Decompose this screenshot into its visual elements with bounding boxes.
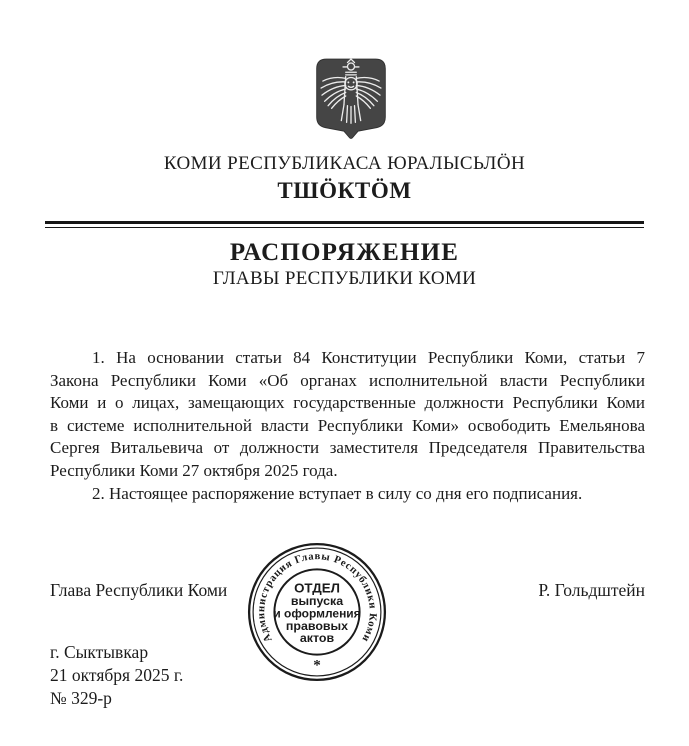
stamp-seal-icon xyxy=(246,541,388,683)
document-body xyxy=(50,347,645,505)
doc-type-komi-language: ТШÖКТÖМ xyxy=(277,178,412,203)
body-line: в системе исполнительной власти Республики Коми» освободить Емельянова xyxy=(50,415,645,435)
stamp-center-line: и оформления xyxy=(273,606,361,621)
document-issuer: ГЛАВЫ РЕСПУБЛИКИ КОМИ xyxy=(212,268,477,289)
stamp-center-line: ОТДЕЛ xyxy=(294,580,340,596)
body-line: Республики Коми 27 октября 2025 года. xyxy=(50,460,338,480)
stamp-center-line: правовых xyxy=(285,618,349,633)
double-rule-divider xyxy=(45,221,644,228)
body-line: 2. Настоящее распоряжение вступает в силу со дня его подписания. xyxy=(92,483,583,503)
body-line: Коми и о лицах, замещающих государственные должности Республики Коми xyxy=(50,393,645,413)
coat-of-arms-komi xyxy=(307,52,395,142)
document-city: г. Сыктывкар xyxy=(50,642,149,662)
body-line: Сергея Витальевича от должности заместителя Председателя Правительства xyxy=(50,438,645,458)
org-name-komi-language: КОМИ РЕСПУБЛИКАСА ЮРАЛЫСЬЛÖН xyxy=(163,153,526,174)
official-stamp xyxy=(246,541,388,683)
stamp-center-line: выпуска xyxy=(290,593,344,608)
document-title: РАСПОРЯЖЕНИЕ xyxy=(229,239,460,266)
signer-name: Р. Гольдштейн xyxy=(538,580,645,600)
bird-emblem-icon xyxy=(307,52,395,140)
document-date: 21 октября 2025 г. xyxy=(50,665,184,686)
stamp-ring-text: Администрация Главы Республики Коми xyxy=(256,551,378,644)
body-line: Закона Республики Коми «Об органах исполнительной власти Республики xyxy=(50,370,645,390)
signer-position: Глава Республики Коми xyxy=(50,580,228,600)
stamp-star: * xyxy=(313,657,321,674)
place-date-number xyxy=(50,641,183,711)
document-number: № 329-р xyxy=(50,688,112,709)
body-line: 1. На основании статьи 84 Конституции Республики Коми, статьи 7 xyxy=(92,348,645,367)
stamp-center-line: актов xyxy=(299,631,335,646)
